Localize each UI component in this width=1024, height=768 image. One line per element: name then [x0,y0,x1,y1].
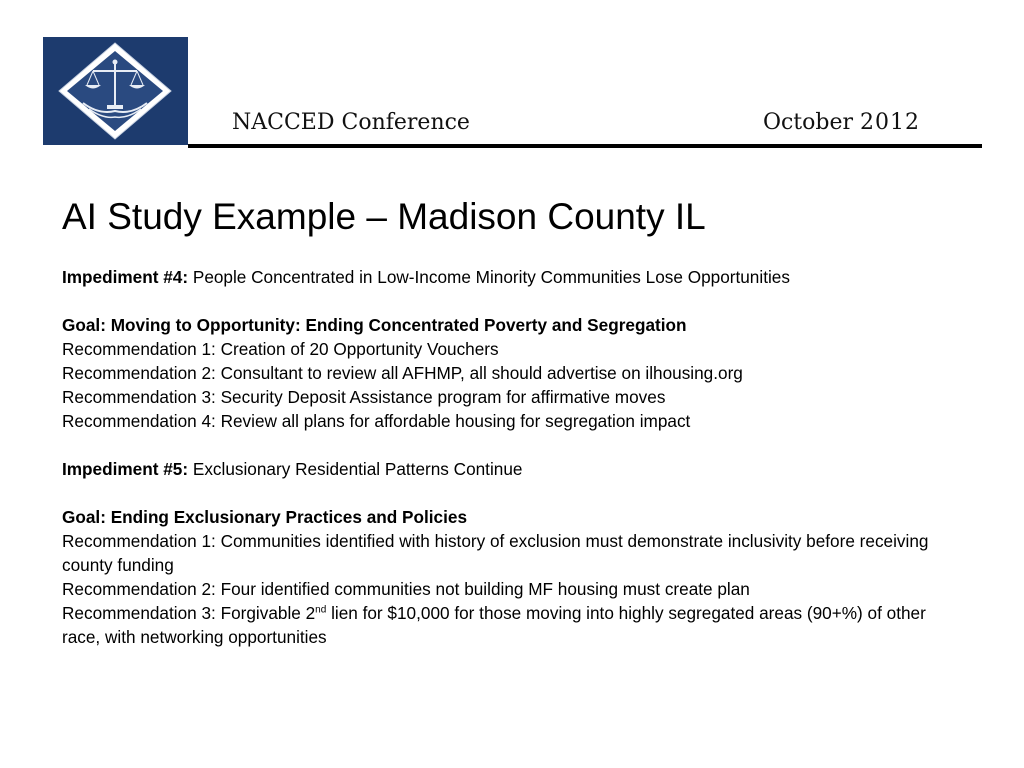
goal-1-recommendation-2: Recommendation 2: Consultant to review all AFHMP, all should advertise on ilhousing.org [62,363,743,383]
goal-2-recommendation-3 [62,601,942,649]
goal-1-recommendation-1: Recommendation 1: Creation of 20 Opportunity Vouchers [62,339,499,359]
date-year: 2012 [860,110,920,135]
impediment-4-label: Impediment #4: [62,267,189,287]
impediment-5 [62,457,942,481]
goal-2-recommendation-2: Recommendation 2: Four identified communities not building MF housing must create plan [62,579,750,599]
conference-date [763,110,920,135]
impediment-5-text: Exclusionary Residential Patterns Continue [188,459,523,479]
conference-name: NACCED Conference [232,110,470,135]
header-rule [188,144,982,148]
rec3-before: Recommendation 3: Forgivable 2 [62,603,316,623]
slide-title: AI Study Example – Madison County IL [62,196,706,237]
slide-body [62,265,942,649]
rec3-superscript: nd [315,604,327,616]
goal-1-heading: Goal: Moving to Opportunity: Ending Concentrated Poverty and Segregation [62,315,687,335]
goal-1-recommendation-3: Recommendation 3: Security Deposit Assistance program for affirmative moves [62,387,666,407]
goal-1-recommendation-4: Recommendation 4: Review all plans for affordable housing for segregation impact [62,411,691,431]
organization-logo [43,37,188,145]
impediment-5-label: Impediment #5: [62,459,189,479]
scales-of-justice-icon [43,37,188,145]
impediment-4-text: People Concentrated in Low-Income Minority Communities Lose Opportunities [188,267,790,287]
goal-2-recommendation-1: Recommendation 1: Communities identified with history of exclusion must demonstrate inclusivity before receiving county funding [62,531,929,575]
rec3-after: lien for $10,000 for those moving into highly segregated areas (90+%) of other race, with networking opportunities [62,603,926,647]
date-month: October [762,110,853,135]
goal-2-heading: Goal: Ending Exclusionary Practices and Policies [62,507,467,527]
impediment-4 [62,265,942,289]
